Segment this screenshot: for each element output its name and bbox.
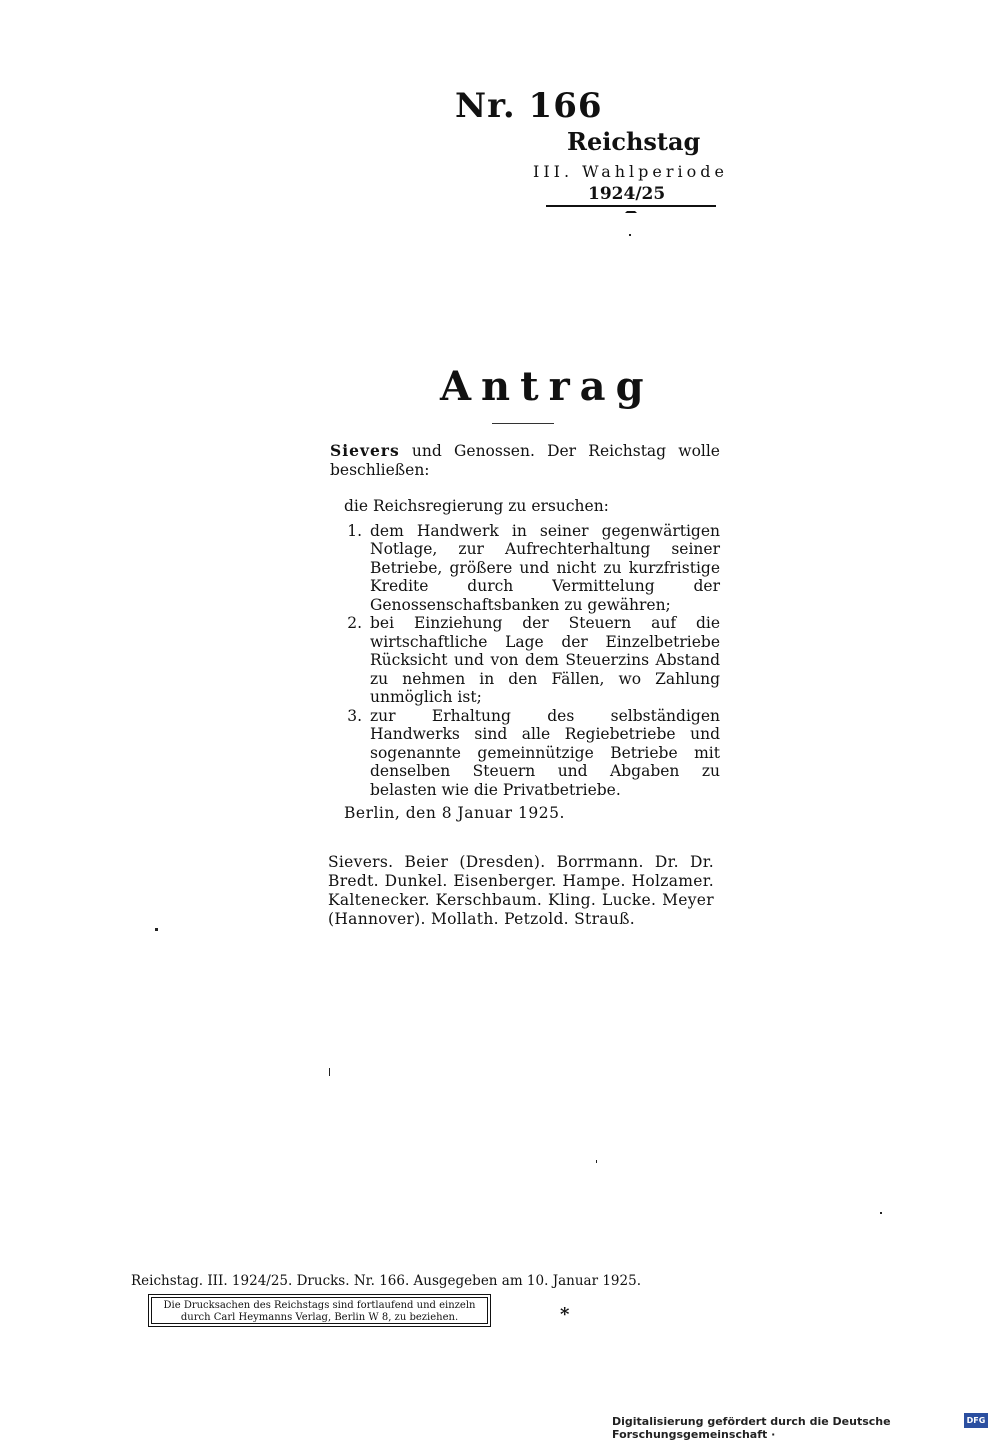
item-text: dem Handwerk in seiner gegenwärtigen Notlage, zur Aufrechterhaltung seiner Betriebe, größere und nicht zu kurzfristige Kredite durch Vermittelung der Genossenschaftsbanken zu gewähren;	[370, 521, 720, 614]
intro-text: und Genossen. Der Reichstag wolle beschließen:	[330, 442, 720, 479]
motion-intro	[330, 442, 720, 479]
scan-speck	[155, 928, 158, 931]
item-text: zur Erhaltung des selbständigen Handwerks sind alle Regiebetriebe und sogenannte gemeinnützige Betriebe mit denselben Steuern und Abgaben zu belasten wie die Privatbetriebe.	[370, 706, 720, 799]
asterisk-mark: *	[560, 1304, 570, 1325]
notice-line-1: Die Drucksachen des Reichstags sind fortlaufend und einzeln	[163, 1300, 476, 1311]
list-item	[330, 522, 720, 615]
house-name: Reichstag	[567, 127, 701, 156]
session-years: 1924/25	[588, 184, 666, 204]
item-number: 2.	[347, 614, 362, 632]
intro-name: Sievers	[330, 441, 400, 460]
footer-publication-line: Reichstag. III. 1924/25. Drucks. Nr. 166. Ausgegeben am 10. Januar 1925.	[131, 1273, 641, 1289]
dfg-credit: Digitalisierung gefördert durch die Deutsche Forschungsgemeinschaft ·	[612, 1415, 891, 1441]
scan-speck	[329, 1068, 330, 1076]
list-item	[330, 614, 720, 707]
document-number: Nr. 166	[455, 86, 603, 126]
request-line: die Reichsregierung zu ersuchen:	[344, 497, 609, 515]
dfg-logo-icon: DFG	[964, 1413, 988, 1428]
motion-items	[330, 522, 720, 800]
item-number: 3.	[347, 706, 362, 725]
notice-line-2: durch Carl Heymanns Verlag, Berlin W 8, zu beziehen.	[180, 1312, 459, 1323]
legislative-period: III. Wahlperiode	[533, 162, 728, 181]
document-title: Antrag	[440, 363, 654, 410]
item-number: 1.	[347, 521, 362, 540]
publisher-notice-box	[151, 1297, 488, 1324]
scan-speck	[596, 1160, 597, 1163]
scan-speck	[880, 1212, 882, 1214]
item-text: bei Einziehung der Steuern auf die wirtschaftliche Lage der Einzelbetriebe Rücksicht und von dem Steuerzins Abstand zu nehmen in den Fällen, wo Zahlung unmöglich ist;	[370, 614, 720, 706]
header-rule-notch	[625, 205, 637, 213]
signatories: Sievers. Beier (Dresden). Borrmann. Dr. Dr. Bredt. Dunkel. Eisenberger. Hampe. Holzamer. Kaltenecker. Kerschbaum. Kling. Lucke. Meyer (Hannover). Mollath. Petzold. Strauß.	[328, 853, 714, 928]
place-date: Berlin, den 8 Januar 1925.	[344, 804, 565, 822]
scan-speck	[629, 234, 631, 236]
list-item	[330, 707, 720, 800]
motion-body	[330, 442, 720, 799]
title-rule	[492, 423, 554, 424]
